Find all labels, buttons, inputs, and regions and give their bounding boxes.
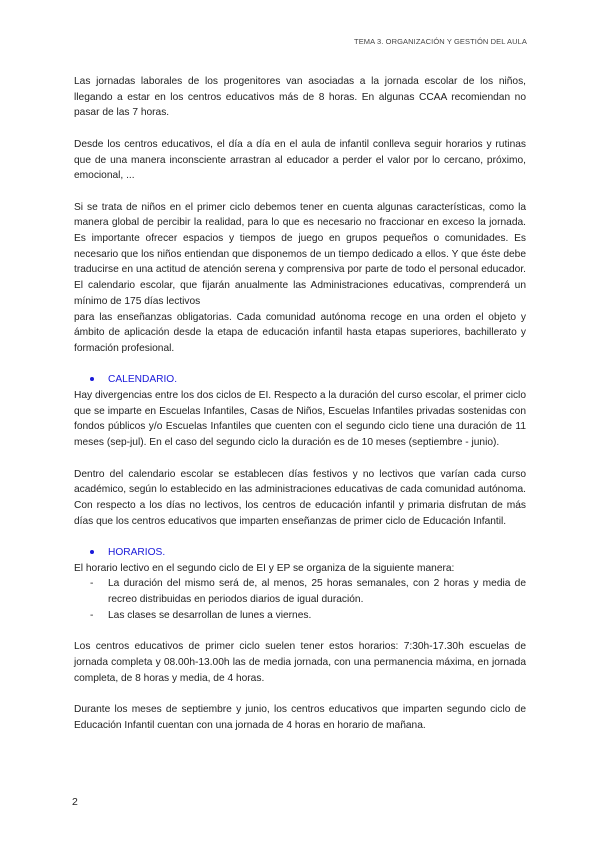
paragraph-horarios-primer-ciclo: Los centros educativos de primer ciclo suelen tener estos horarios: 7:30h-17.30h escuelas de jornada completa y 08.00h-13.00h las de media jornada, con una permanencia máxima, en jornada completa, de 8 horas y media, de 4 horas. (74, 641, 526, 684)
document-body (74, 74, 526, 733)
paragraph-primer-ciclo: Si se trata de niños en el primer ciclo debemos tener en cuenta algunas características, como la manera global de percibir la realidad, para lo que es necesario no fraccionar en exceso la jornada. Es importante ofrecer espacios y tiempos de juego en grupos pequeños o comunidades. Es necesario que los niños entiendan que disponemos de un tiempo dedicado a ellos. Y que éste debe traducirse en una actitud de atención serena y comprensiva por parte de todo el personal educador. El calendario escolar, que fijarán anualmente las Administraciones educativas, comprenderá un mínimo de 175 días lectivos (74, 201, 526, 307)
paragraph-divergencias: Hay divergencias entre los dos ciclos de EI. Respecto a la duración del curso escolar, el primer ciclo que se imparte en Escuelas Infantiles, Casas de Niños, Escuelas Infantiles privadas sostenidas con fondos públicos y/o Escuelas Infantiles que cuenten con el segundo ciclo tiene una duración de 11 meses (sep-jul). En el caso del segundo ciclo la duración es de 10 meses (septiembre - junio). (74, 390, 526, 449)
paragraph-rutinas: Desde los centros educativos, el día a día en el aula de infantil conlleva seguir horarios y rutinas que de una manera inconsciente arrastran al educador a perder el valor por lo cercano, próximo, emocional, ... (74, 138, 526, 182)
bullet-icon (90, 377, 94, 381)
list-item-text: Las clases se desarrollan de lunes a viernes. (108, 609, 312, 621)
paragraph-dias-festivos: Dentro del calendario escolar se establecen días festivos y no lectivos que varían cada curso académico, según lo establecido en las administraciones educativas de cada comunidad autónoma. Con respecto a los días no lectivos, los centros de educación infantil y primaria disfrutan de más días que los centros educativos que imparten enseñanzas de primer ciclo de Educación Infantil. (74, 468, 526, 527)
paragraph-jornadas: Las jornadas laborales de los progenitores van asociadas a la jornada escolar de los niños, llegando a estar en los centros educativos más de 8 horas. En algunas CCAA recomiendan no pasar de las 7 horas. (74, 76, 526, 119)
running-header: TEMA 3. ORGANIZACIÓN Y GESTIÓN DEL AULA (354, 37, 527, 46)
heading-calendario (74, 372, 526, 388)
heading-horarios-label: HORARIOS. (108, 547, 166, 559)
page-number: 2 (72, 796, 78, 808)
paragraph-septiembre-junio: Durante los meses de septiembre y junio, los centros educativos que imparten segundo ciclo de Educación Infantil cuentan con una jornada de 4 horas en horario de mañana. (74, 704, 526, 731)
horario-list (74, 576, 526, 623)
bullet-icon (90, 550, 94, 554)
list-item (74, 576, 526, 607)
list-item (74, 608, 526, 624)
paragraph-ensenanzas-obligatorias: para las enseñanzas obligatorias. Cada comunidad autónoma recoge en una orden el objeto y ámbito de aplicación desde la etapa de educación infantil hasta etapas superiores, bachillerato y formación profesional. (74, 311, 526, 354)
heading-horarios (74, 545, 526, 561)
dash-marker: - (90, 578, 94, 590)
heading-calendario-label: CALENDARIO. (108, 374, 178, 386)
paragraph-horario-lectivo: El horario lectivo en el segundo ciclo de EI y EP se organiza de la siguiente manera: (74, 562, 455, 574)
list-item-text: La duración del mismo será de, al menos, 25 horas semanales, con 2 horas y media de recreo distribuidas en periodos diarios de igual duración. (108, 578, 526, 606)
dash-marker: - (90, 609, 94, 621)
